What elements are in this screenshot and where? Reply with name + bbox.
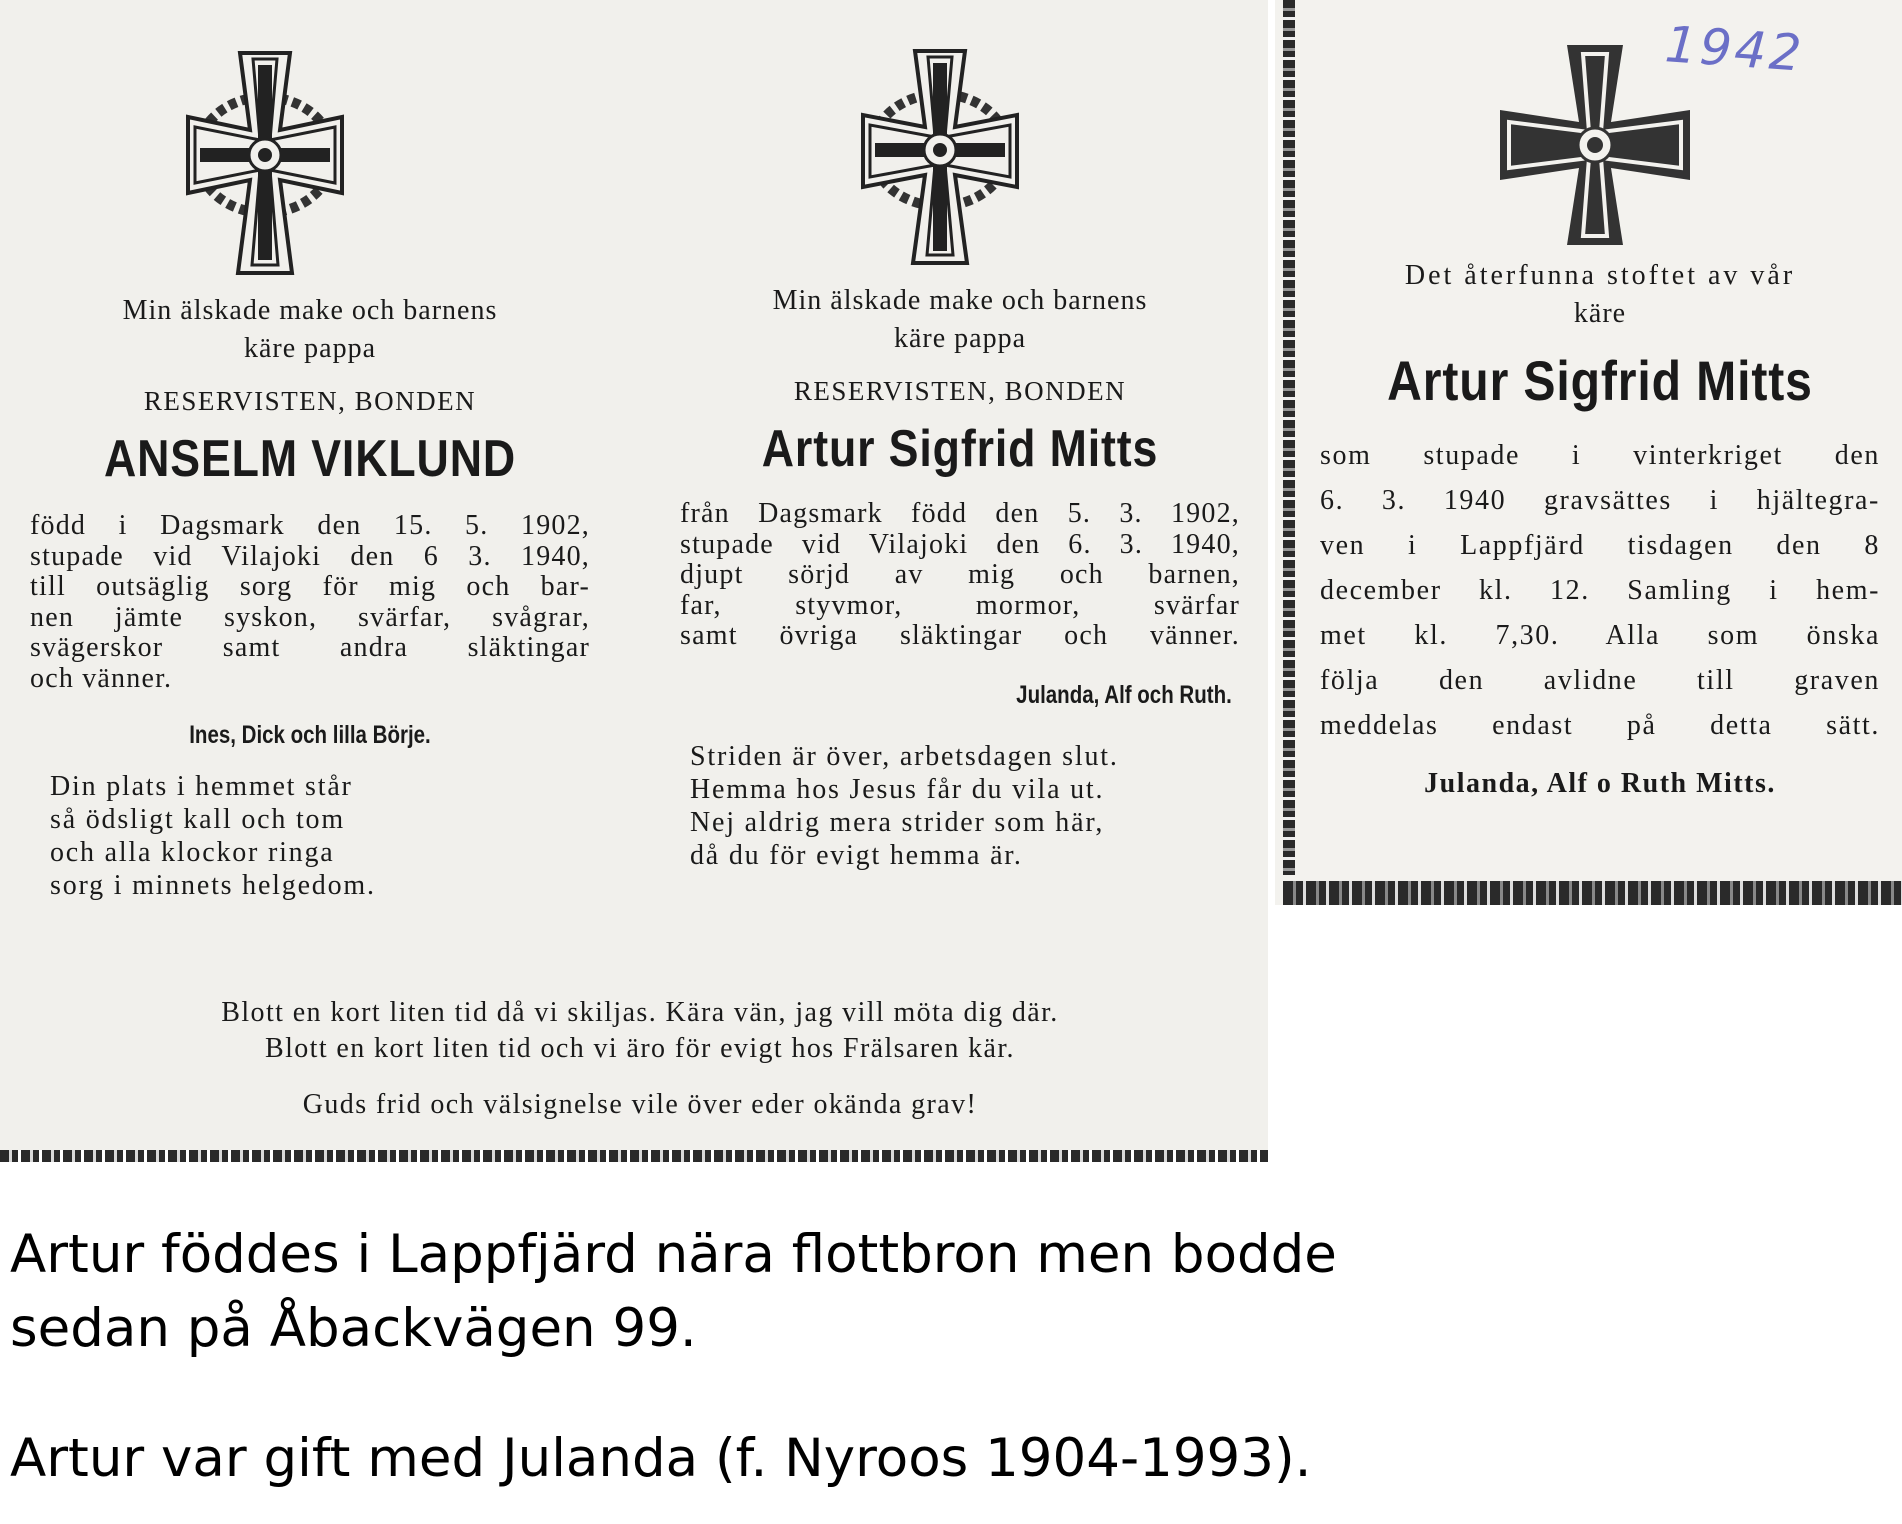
- verse-line: så ödsligt kall och tom: [50, 804, 345, 835]
- notice-intro-line: käre: [1573, 298, 1627, 329]
- final-blessing: Guds frid och välsignelse vile över eder okända grav!: [302, 1089, 978, 1120]
- notice-signature: Ines, Dick och lilla Börje.: [189, 721, 431, 749]
- body-line: far, styvmor, mormor, svärfar: [680, 589, 1240, 621]
- notice-signature: Julanda, Alf och Ruth.: [1016, 680, 1232, 709]
- body-line: met kl. 7,30. Alla som önska: [1320, 620, 1880, 651]
- verse-line: Nej aldrig mera strider som här,: [690, 806, 1105, 838]
- body-line: december kl. 12. Samling i hem-: [1320, 575, 1880, 606]
- closing-line: Blott en kort liten tid då vi skiljas. Kära vän, jag vill möta dig där.: [221, 997, 1059, 1028]
- body-line: meddelas endast på detta sätt.: [1320, 710, 1880, 741]
- cross-with-wreath-icon: [180, 45, 350, 280]
- body-line: nen jämte syskon, svärfar, svågrar,: [30, 601, 590, 633]
- body-line: 6. 3. 1940 gravsättes i hjältegra-: [1320, 485, 1880, 516]
- notice-verse: [30, 770, 590, 902]
- notice-body: [680, 499, 1240, 652]
- cross-with-wreath-icon: [855, 45, 1025, 270]
- body-line: samt övriga släktingar och vänner.: [680, 620, 1240, 651]
- death-notice-mitts: [680, 282, 1240, 872]
- burial-notice-mitts: [1320, 257, 1880, 800]
- verse-line: Hemma hos Jesus får du vila ut.: [690, 773, 1105, 805]
- cross-icon: [1495, 40, 1695, 250]
- deceased-name: Artur Sigfrid Mitts: [761, 420, 1159, 478]
- body-line: ven i Lappfjärd tisdagen den 8: [1320, 530, 1880, 561]
- body-line: stupade vid Vilajoki den 6. 3. 1940,: [680, 528, 1240, 560]
- notice-intro-line: Min älskade make och barnens: [122, 295, 498, 326]
- notice-body: [1320, 433, 1880, 748]
- caption-line: sedan på Åbackvägen 99.: [10, 1298, 697, 1359]
- body-line: från Dagsmark född den 5. 3. 1902,: [680, 498, 1240, 529]
- body-line: till outsäglig sorg för mig och bar-: [30, 571, 590, 602]
- notice-rank: RESERVISTEN, BONDEN: [143, 386, 477, 416]
- body-line: djupt sörjd av mig och barnen,: [680, 559, 1240, 590]
- verse-line: sorg i minnets helgedom.: [50, 870, 376, 901]
- newspaper-clipping-right: [1275, 0, 1902, 905]
- verse-line: Striden är över, arbetsdagen slut.: [690, 740, 1119, 772]
- caption-line: Artur var gift med Julanda (f. Nyroos 1904-1993).: [10, 1428, 1312, 1489]
- notice-signature: Julanda, Alf o Ruth Mitts.: [1424, 768, 1776, 799]
- notice-intro-line: käre pappa: [243, 333, 377, 364]
- caption-line: Artur föddes i Lappfjärd nära flottbron men bodde: [10, 1224, 1337, 1285]
- body-line: stupade vid Vilajoki den 6 3. 1940,: [30, 540, 590, 572]
- notice-verse: [680, 740, 1240, 872]
- notice-intro-line: Det återfunna stoftet av vår: [1404, 260, 1796, 291]
- notice-intro-line: käre pappa: [893, 323, 1027, 354]
- verse-line: då du för evigt hemma är.: [690, 839, 1023, 871]
- deceased-name: Artur Sigfrid Mitts: [1387, 349, 1813, 412]
- verse-line: och alla klockor ringa: [50, 837, 335, 868]
- notice-body: [30, 511, 590, 694]
- body-line: svägerskor samt andra släktingar: [30, 632, 590, 663]
- verse-line: Din plats i hemmet står: [50, 771, 353, 802]
- body-line: född i Dagsmark den 15. 5. 1902,: [30, 510, 590, 541]
- body-line: som stupade i vinterkriget den: [1320, 440, 1880, 471]
- death-notice-viklund: [30, 292, 590, 902]
- closing-line: Blott en kort liten tid och vi äro för evigt hos Frälsaren kär.: [265, 1033, 1015, 1064]
- notice-rank: RESERVISTEN, BONDEN: [793, 376, 1127, 406]
- handwritten-year: 1942: [1663, 15, 1807, 83]
- notice-intro-line: Min älskade make och barnens: [772, 285, 1148, 316]
- deceased-name: ANSELM VIKLUND: [103, 430, 517, 488]
- shared-closing-verse: [40, 995, 1240, 1123]
- body-line: och vänner.: [30, 662, 173, 694]
- body-line: följa den avlidne till graven: [1320, 665, 1880, 696]
